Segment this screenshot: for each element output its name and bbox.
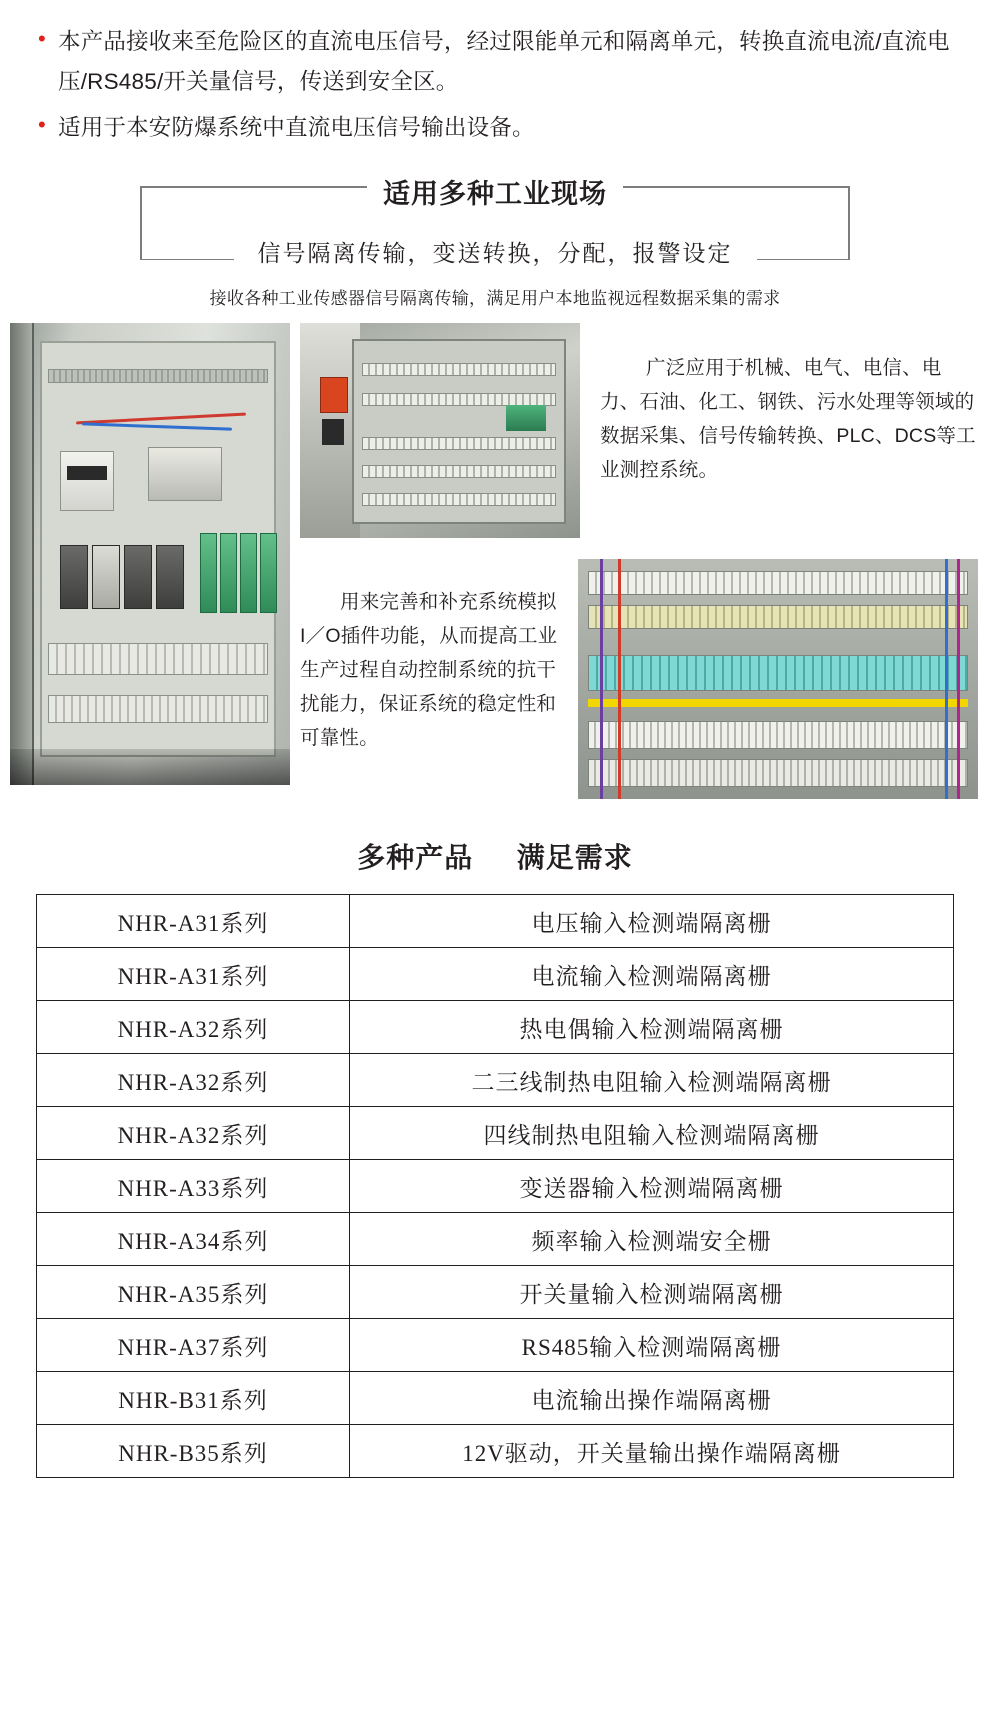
section-heading-block [0, 172, 990, 309]
table-row [37, 1054, 954, 1107]
product-desc-cell: 二三线制热电阻输入检测端隔离栅 [350, 1054, 954, 1107]
photo-control-cabinet-left [10, 323, 290, 785]
product-model-cell: NHR-A37系列 [37, 1319, 350, 1372]
list-item [38, 22, 954, 102]
application-collage [0, 323, 990, 808]
table-row [37, 895, 954, 948]
collage-text-middle: 用来完善和补充系统模拟I／O插件功能，从而提高工业生产过程自动控制系统的抗干扰能力，保证系统的稳定性和可靠性。 [300, 591, 558, 749]
table-row [37, 1001, 954, 1054]
product-desc-cell: 频率输入检测端安全栅 [350, 1213, 954, 1266]
product-desc-cell: RS485输入检测端隔离栅 [350, 1319, 954, 1372]
table-row [37, 1213, 954, 1266]
products-table [36, 894, 954, 1478]
product-desc-cell: 四线制热电阻输入检测端隔离栅 [350, 1107, 954, 1160]
product-desc-cell: 电流输出操作端隔离栅 [350, 1372, 954, 1425]
intro-bullet-text-2: 适用于本安防爆系统中直流电压信号输出设备。 [58, 115, 535, 140]
section-title: 适用多种工业现场 [367, 172, 623, 211]
product-model-cell: NHR-A32系列 [37, 1107, 350, 1160]
product-model-cell: NHR-B35系列 [37, 1425, 350, 1478]
table-row [37, 1319, 954, 1372]
product-model-cell: NHR-A31系列 [37, 948, 350, 1001]
table-row [37, 1107, 954, 1160]
table-row [37, 948, 954, 1001]
photo-distribution-box-top [300, 323, 580, 538]
collage-text-right: 广泛应用于机械、电气、电信、电力、石油、化工、钢铁、污水处理等领域的数据采集、信号传输转换、PLC、DCS等工业测控系统。 [600, 357, 976, 481]
product-model-cell: NHR-A33系列 [37, 1160, 350, 1213]
product-desc-cell: 电流输入检测端隔离栅 [350, 948, 954, 1001]
product-model-cell: NHR-B31系列 [37, 1372, 350, 1425]
product-model-cell: NHR-A34系列 [37, 1213, 350, 1266]
products-heading [0, 836, 990, 876]
table-row [37, 1160, 954, 1213]
products-heading-right: 满足需求 [516, 842, 633, 873]
products-table-wrapper [36, 894, 954, 1478]
products-heading-left: 多种产品 [357, 842, 474, 873]
product-desc-cell: 变送器输入检测端隔离栅 [350, 1160, 954, 1213]
product-desc-cell: 12V驱动，开关量输出操作端隔离栅 [350, 1425, 954, 1478]
product-desc-cell: 开关量输入检测端隔离栅 [350, 1266, 954, 1319]
product-desc-cell: 电压输入检测端隔离栅 [350, 895, 954, 948]
bullet-dot-icon: • [38, 26, 46, 51]
product-model-cell: NHR-A35系列 [37, 1266, 350, 1319]
list-item [38, 108, 954, 148]
photo-terminal-blocks [578, 559, 978, 799]
section-subtitle: 信号隔离传输，变送转换，分配，报警设定 [234, 235, 757, 268]
bullet-dot-icon: • [38, 112, 46, 137]
table-row [37, 1425, 954, 1478]
product-desc-cell: 热电偶输入检测端隔离栅 [350, 1001, 954, 1054]
table-row [37, 1266, 954, 1319]
product-model-cell: NHR-A32系列 [37, 1054, 350, 1107]
product-model-cell: NHR-A31系列 [37, 895, 350, 948]
intro-bullet-list [0, 0, 990, 148]
intro-bullet-text-1: 本产品接收来至危险区的直流电压信号，经过限能单元和隔离单元，转换直流电流/直流电压/RS485/开关量信号，传送到安全区。 [58, 29, 950, 94]
product-model-cell: NHR-A32系列 [37, 1001, 350, 1054]
section-description: 接收各种工业传感器信号隔离传输，满足用户本地监视远程数据采集的需求 [209, 289, 781, 308]
table-row [37, 1372, 954, 1425]
